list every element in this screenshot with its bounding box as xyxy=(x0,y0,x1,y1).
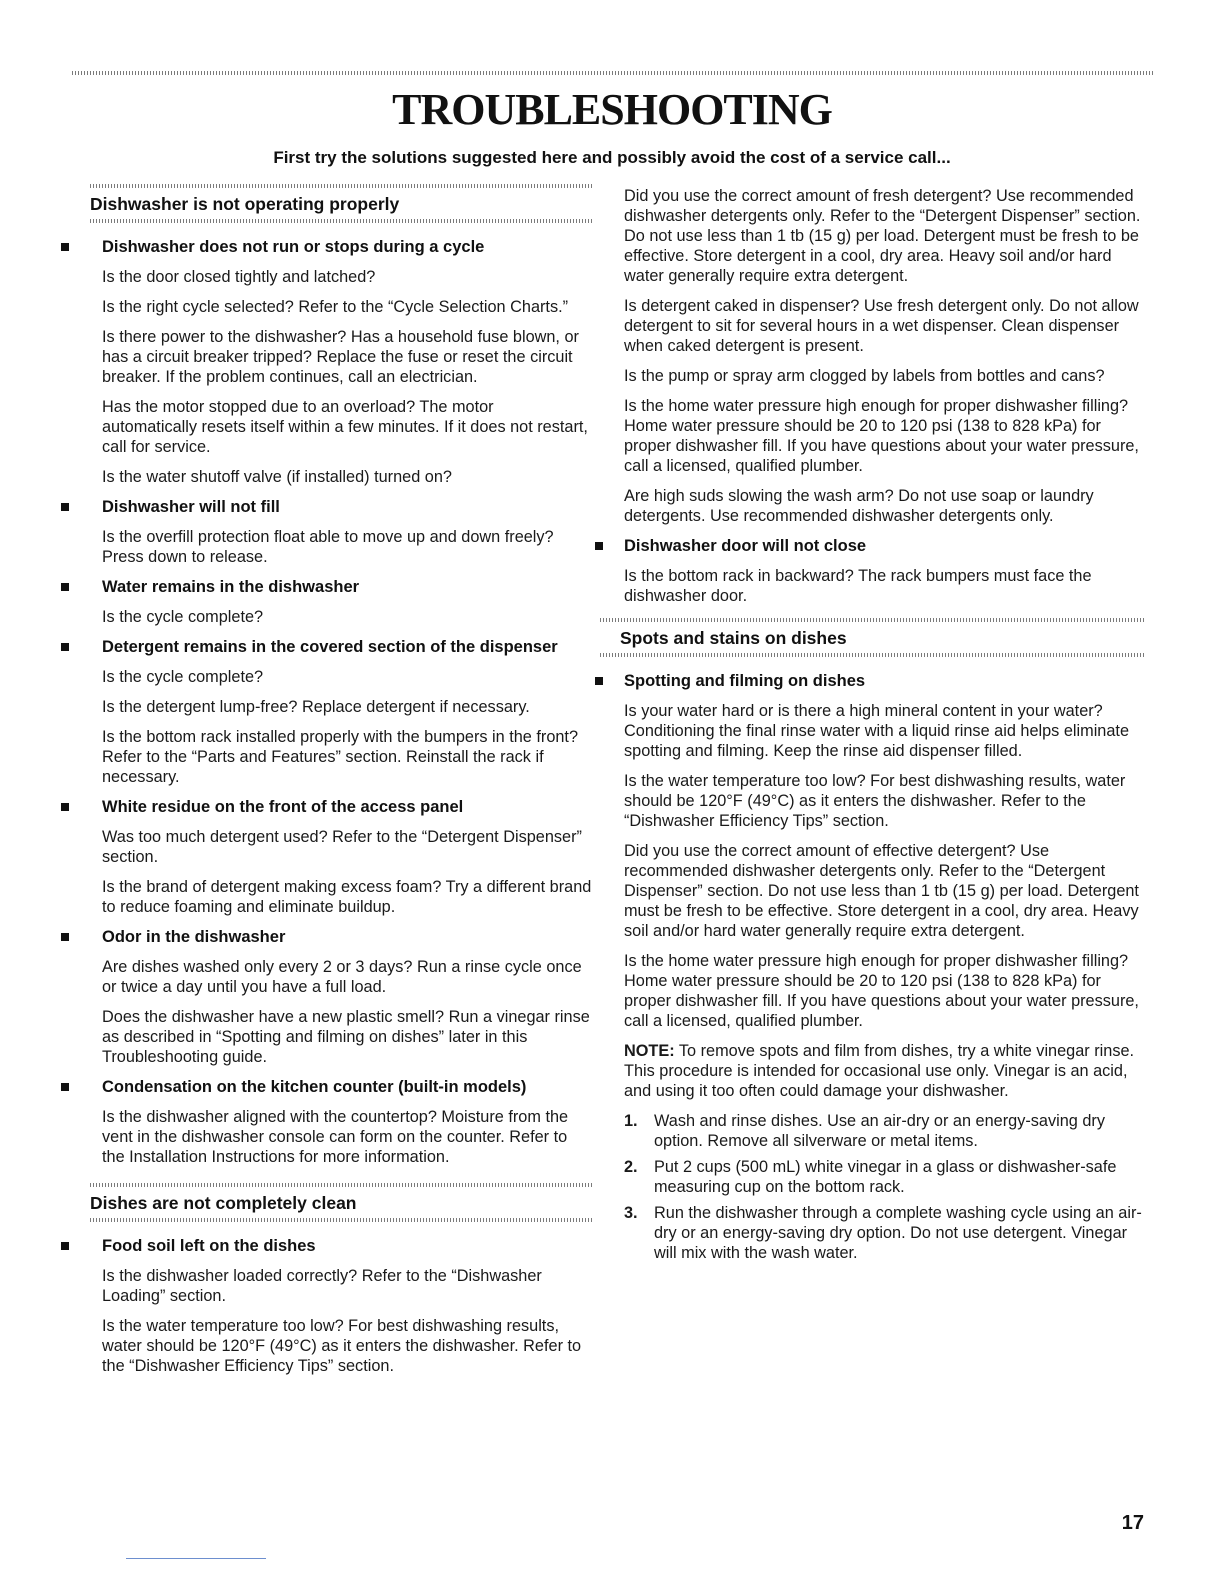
right-column xyxy=(620,186,1144,1269)
solution-text: Does the dishwasher have a new plastic smell? Run a vinegar rinse as described in “Spotting and filming on dishes” later in this Troubleshooting guide. xyxy=(102,1008,590,1066)
solution-text: Is detergent caked in dispenser? Use fresh detergent only. Do not allow detergent to sit for several hours in a wet dispenser. Clean dispenser when caked detergent is present. xyxy=(624,297,1139,355)
solution-text: Is the bottom rack in backward? The rack bumpers must face the dishwasher door. xyxy=(624,567,1092,605)
section-header-spots xyxy=(600,618,1144,657)
problem-heading xyxy=(624,671,1144,691)
section-header-not-clean xyxy=(90,1183,592,1222)
solution-text: Is the brand of detergent making excess foam? Try a different brand to reduce foaming and eliminate buildup. xyxy=(102,878,592,916)
top-rule xyxy=(72,71,1154,75)
solution-text: Is the water temperature too low? For best dishwashing results, water should be 120°F (49°C) as it enters the dishwasher. Refer to the “Dishwasher Efficiency Tips” section. xyxy=(102,1317,582,1375)
step-text: Run the dishwasher through a complete washing cycle using an air-dry or an energy-saving dry option. Do not use detergent. Vinegar will mix with the wash water. xyxy=(654,1204,1142,1262)
problem-heading xyxy=(90,1236,592,1256)
note-paragraph xyxy=(624,1041,1144,1101)
solution-text: Is the home water pressure high enough for proper dishwasher filling? Home water pressure should be 20 to 120 psi (138 to 828 kPa) for proper dishwasher fill. If you have questions about your water pressure, call a licensed, qualified plumber. xyxy=(624,397,1139,475)
solution-text: Are dishes washed only every 2 or 3 days? Run a rinse cycle once or twice a day until you have a full load. xyxy=(102,958,582,996)
bullet-icon xyxy=(61,583,69,591)
problem-heading xyxy=(624,536,1144,556)
solution-text: Are high suds slowing the wash arm? Do not use soap or laundry detergents. Use recommended dishwasher detergents only. xyxy=(624,487,1094,525)
problem-label: Food soil left on the dishes xyxy=(102,1237,316,1255)
solution-text: Is the home water pressure high enough for proper dishwasher filling? Home water pressure should be 20 to 120 psi (138 to 828 kPa) for proper dishwasher fill. If you have questions about your water pressure, call a licensed, qualified plumber. xyxy=(624,952,1139,1030)
solution-text: Is the dishwasher aligned with the countertop? Moisture from the vent in the dishwasher console can form on the counter. Refer to the Installation Instructions for more information. xyxy=(102,1108,569,1166)
solution-text: Did you use the correct amount of effective detergent? Use recommended dishwasher detergents only. Refer to the “Detergent Dispenser” section. Do not use less than 1 tb (15 g) per load. Detergent must be fresh to be effective. Store detergent in a cool, dry area. Heavy soil and/or hard water generally require extra detergent. xyxy=(624,842,1139,940)
solution-text: Is the water shutoff valve (if installed) turned on? xyxy=(102,468,452,486)
section-header-not-operating xyxy=(90,184,592,223)
solution-text: Has the motor stopped due to an overload? The motor automatically resets itself within a few minutes. If it does not restart, call for service. xyxy=(102,398,588,456)
bullet-icon xyxy=(595,677,603,685)
solution-text: Was too much detergent used? Refer to the “Detergent Dispenser” section. xyxy=(102,828,582,866)
bullet-icon xyxy=(61,933,69,941)
problem-heading xyxy=(90,797,592,817)
step-item xyxy=(624,1203,1144,1263)
bottom-mark-line xyxy=(126,1558,266,1559)
problem-label: Detergent remains in the covered section of the dispenser xyxy=(102,638,558,656)
step-item xyxy=(624,1157,1144,1197)
problem-heading xyxy=(90,637,592,657)
section-title: Dishwasher is not operating properly xyxy=(90,194,400,214)
left-column xyxy=(90,184,592,1386)
step-item xyxy=(624,1111,1144,1151)
problem-heading xyxy=(90,497,592,517)
step-text: Wash and rinse dishes. Use an air-dry or an energy-saving dry option. Remove all silverware or metal items. xyxy=(654,1112,1105,1150)
problem-label: Spotting and filming on dishes xyxy=(624,672,866,690)
section-rule-bottom xyxy=(90,219,592,223)
solution-text: Is the overfill protection float able to move up and down freely? Press down to release. xyxy=(102,528,554,566)
solution-text: Is your water hard or is there a high mineral content in your water? Conditioning the final rinse water with a liquid rinse aid helps eliminate spotting and filming. Keep the rinse aid dispenser filled. xyxy=(624,702,1129,760)
problem-label: Dishwasher door will not close xyxy=(624,537,867,555)
solution-text: Is the bottom rack installed properly with the bumpers in the front? Refer to the “Parts and Features” section. Reinstall the rack if necessary. xyxy=(102,728,579,786)
page-number: 17 xyxy=(1121,1512,1144,1534)
problem-label: Dishwasher will not fill xyxy=(102,498,280,516)
page-subtitle: First try the solutions suggested here and possibly avoid the cost of a service call... xyxy=(273,148,951,167)
problem-label: Water remains in the dishwasher xyxy=(102,578,360,596)
problem-label: Dishwasher does not run or stops during a cycle xyxy=(102,238,485,256)
solution-text: Is the cycle complete? xyxy=(102,668,264,686)
problem-label: White residue on the front of the access panel xyxy=(102,798,464,816)
bullet-icon xyxy=(61,643,69,651)
bullet-icon xyxy=(61,503,69,511)
bullet-icon xyxy=(595,542,603,550)
solution-text: Is the pump or spray arm clogged by labels from bottles and cans? xyxy=(624,367,1105,385)
section-rule-bottom xyxy=(90,1218,592,1222)
problem-label: Condensation on the kitchen counter (built-in models) xyxy=(102,1078,527,1096)
solution-text: Is the water temperature too low? For best dishwashing results, water should be 120°F (49°C) as it enters the dishwasher. Refer to the “Dishwasher Efficiency Tips” section. xyxy=(624,772,1126,830)
bullet-icon xyxy=(61,803,69,811)
problem-heading xyxy=(90,577,592,597)
section-title: Spots and stains on dishes xyxy=(620,628,847,648)
bullet-icon xyxy=(61,243,69,251)
solution-text: Is the cycle complete? xyxy=(102,608,264,626)
page-title: TROUBLESHOOTING xyxy=(392,85,832,134)
bullet-icon xyxy=(61,1242,69,1250)
solution-text: Is the door closed tightly and latched? xyxy=(102,268,376,286)
problem-heading xyxy=(90,927,592,947)
problem-heading xyxy=(90,1077,592,1097)
step-text: Put 2 cups (500 mL) white vinegar in a glass or dishwasher-safe measuring cup on the bottom rack. xyxy=(654,1158,1117,1196)
problem-heading xyxy=(90,237,592,257)
note-text: To remove spots and film from dishes, try a white vinegar rinse. This procedure is intended for occasional use only. Vinegar is an acid, and using it too often could damage your dishwasher. xyxy=(624,1042,1135,1100)
step-number: 3. xyxy=(624,1204,638,1222)
solution-text: Is the detergent lump-free? Replace detergent if necessary. xyxy=(102,698,530,716)
solution-text: Is there power to the dishwasher? Has a household fuse blown, or has a circuit breaker tripped? Replace the fuse or reset the circuit breaker. If the problem continues, call an electrician. xyxy=(102,328,579,386)
section-title: Dishes are not completely clean xyxy=(90,1193,357,1213)
solution-text: Is the right cycle selected? Refer to the “Cycle Selection Charts.” xyxy=(102,298,569,316)
bullet-icon xyxy=(61,1083,69,1091)
problem-label: Odor in the dishwasher xyxy=(102,928,286,946)
section-rule-bottom xyxy=(600,653,1144,657)
solution-text: Is the dishwasher loaded correctly? Refer to the “Dishwasher Loading” section. xyxy=(102,1267,542,1305)
solution-text: Did you use the correct amount of fresh detergent? Use recommended dishwasher detergents only. Refer to the “Detergent Dispenser” section. Do not use less than 1 tb (15 g) per load. Detergent must be fresh to be effective. Store detergent in a cool, dry area. Heavy soil and/or hard water generally require extra detergent. xyxy=(624,187,1141,285)
step-number: 2. xyxy=(624,1158,638,1176)
note-label: NOTE: xyxy=(624,1042,675,1060)
step-number: 1. xyxy=(624,1112,638,1130)
